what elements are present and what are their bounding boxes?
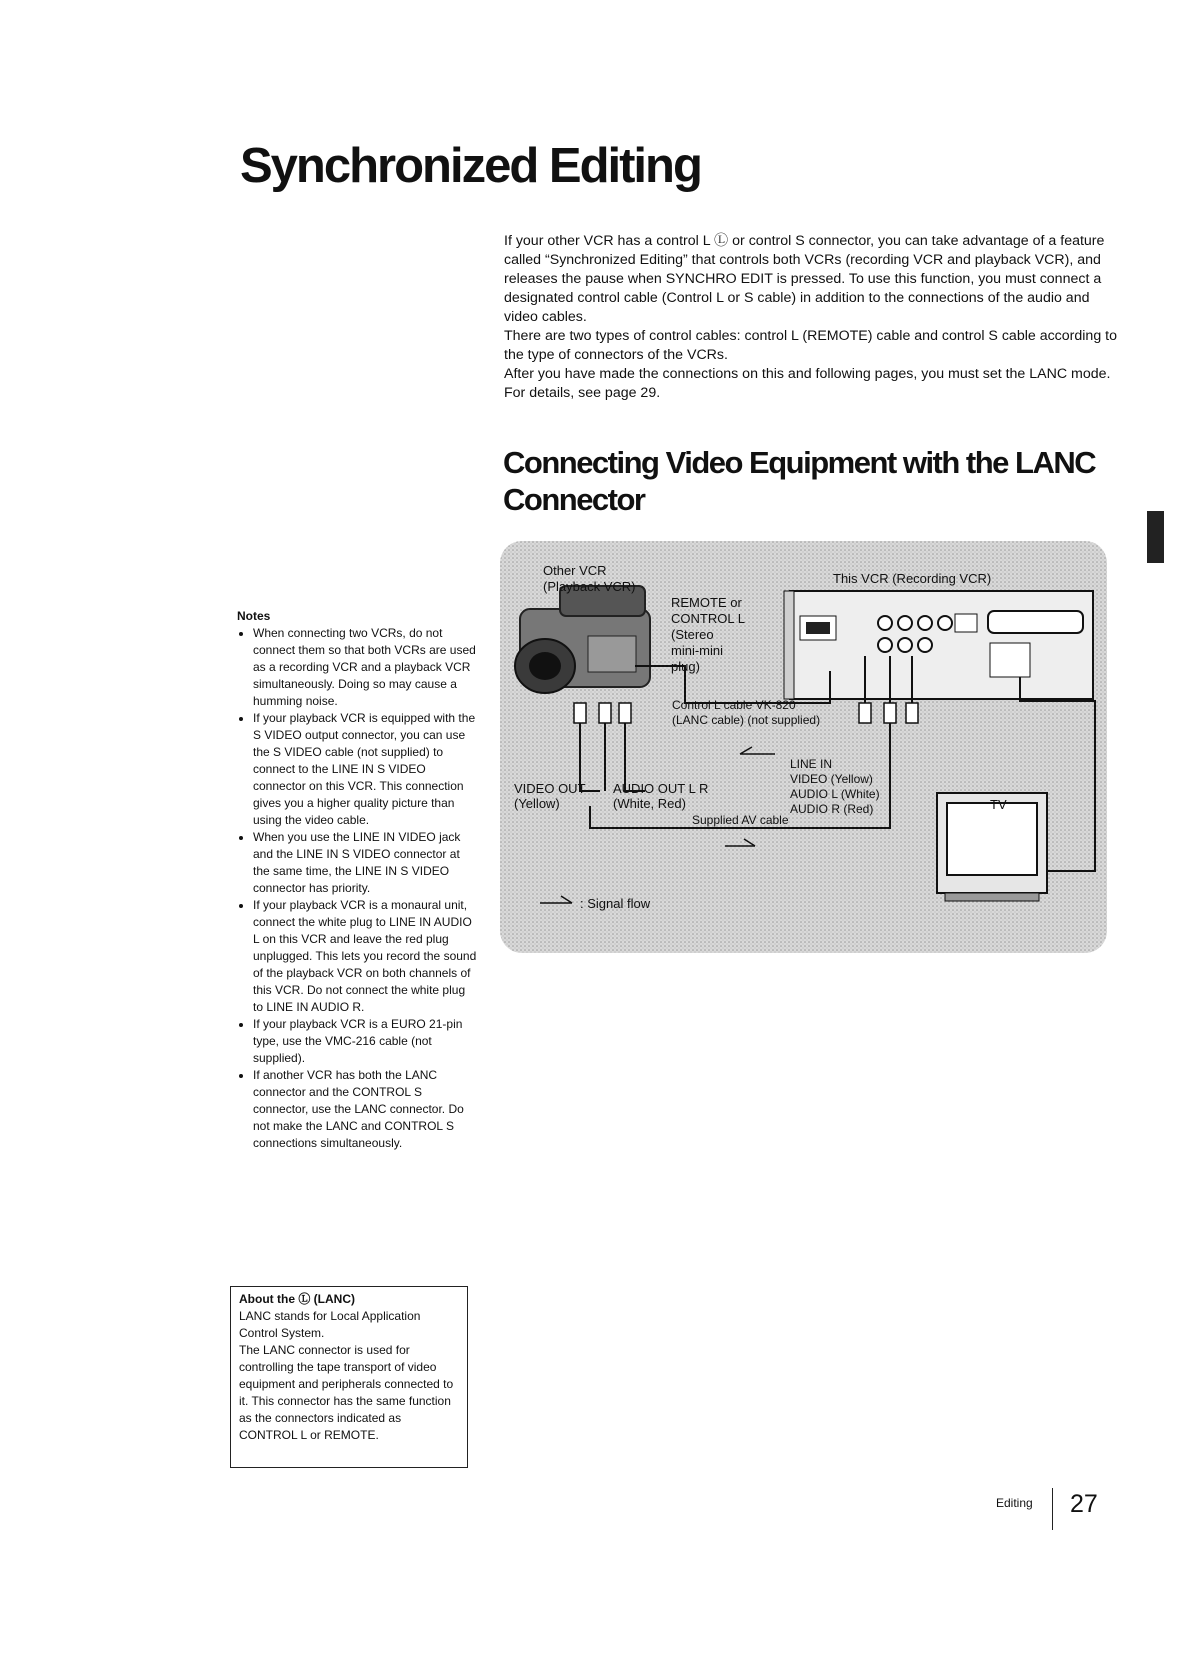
notes-list	[237, 625, 477, 1152]
side-tab-marker	[1147, 511, 1164, 563]
connection-diagram-svg	[500, 541, 1107, 953]
footer-section-name: Editing	[996, 1496, 1033, 1510]
av-cable-label: Supplied AV cable	[692, 813, 789, 827]
notes-section	[237, 608, 477, 1152]
remote-label: plug)	[671, 659, 700, 674]
other-vcr-label: Other VCR	[543, 563, 607, 578]
audio-out-label: AUDIO OUT L R	[613, 781, 709, 796]
note-item: • When you use the LINE IN VIDEO jack and the LINE IN S VIDEO connector at the same time, the LINE IN S VIDEO connector has priority.	[253, 829, 477, 897]
video-out-label: VIDEO OUT	[514, 781, 586, 796]
lanc-box-text: LANC stands for Local Application Control System.	[239, 1309, 421, 1340]
remote-label: mini-mini	[671, 643, 723, 658]
page-title: Synchronized Editing	[240, 139, 701, 193]
intro-paragraph: If your other VCR has a control L Ⓛ or control S connector, you can take advantage of a feature called “Synchronized Editing” that controls both VCRs (recording VCR and playback VCR), and releases the pause when SYNCHRO EDIT is pressed. To use this function, you must connect a designated control cable (Control L or S cable) in addition to the connections of the audio and video cables.	[504, 233, 1105, 325]
other-vcr-label: (Playback VCR)	[543, 579, 636, 594]
line-in-label: VIDEO (Yellow)	[790, 772, 873, 786]
note-item: • If your playback VCR is equipped with the S VIDEO output connector, you can use the S VIDEO cable (not supplied) to connect to the LINE IN S VIDEO connector on this VCR. This connection gives you a higher quality picture than using the video cable.	[253, 710, 477, 829]
lanc-box-title: About the Ⓛ (LANC)	[239, 1292, 355, 1306]
footer-divider	[1052, 1488, 1053, 1530]
intro-text	[504, 232, 1124, 403]
tv-label: TV	[990, 797, 1007, 812]
note-item: • If your playback VCR is a monaural unit, connect the white plug to LINE IN AUDIO L on this VCR and leave the red plug unplugged. This lets you record the sound of the playback VCR on both channels of this VCR. Do not connect the white plug to LINE IN AUDIO R.	[253, 897, 477, 1016]
page-number: 27	[1070, 1490, 1098, 1518]
signal-flow-label: : Signal flow	[580, 896, 651, 911]
section-title: Connecting Video Equipment with the LANC Connector	[503, 445, 1096, 517]
control-cable-label: (LANC cable) (not supplied)	[672, 713, 821, 727]
notes-title: Notes	[237, 609, 271, 623]
lanc-box-text: The LANC connector is used for controlling the tape transport of video equipment and peripherals connected to it. This connector has the same function as the connectors indicated as CONTROL L or REMOTE.	[239, 1343, 454, 1442]
connection-diagram	[500, 541, 1107, 953]
line-in-label: AUDIO R (Red)	[790, 802, 874, 816]
note-item: • If another VCR has both the LANC connector and the CONTROL S connector, use the LANC connector. Do not make the LANC and CONTROL S connections simultaneously.	[253, 1067, 477, 1152]
video-out-label: (Yellow)	[514, 796, 560, 811]
control-cable-label: Control L cable VK-820	[672, 698, 796, 712]
intro-paragraph: After you have made the connections on this and following pages, you must set the LANC mode. For details, see page 29.	[504, 366, 1111, 401]
note-item: • When connecting two VCRs, do not connect them so that both VCRs are used as a recording VCR and a playback VCR simultaneously. Doing so may cause a humming noise.	[253, 625, 477, 710]
line-in-label: LINE IN	[790, 757, 833, 771]
lanc-info-box	[230, 1286, 468, 1468]
line-in-label: AUDIO L (White)	[790, 787, 880, 801]
remote-label: (Stereo	[671, 627, 714, 642]
intro-paragraph: There are two types of control cables: control L (REMOTE) cable and control S cable according to the type of connectors of the VCRs.	[504, 328, 1117, 363]
audio-out-label: (White, Red)	[613, 796, 686, 811]
note-item: • If your playback VCR is a EURO 21-pin type, use the VMC-216 cable (not supplied).	[253, 1016, 477, 1067]
remote-label: CONTROL L	[671, 611, 745, 626]
this-vcr-label: This VCR (Recording VCR)	[833, 571, 992, 586]
remote-label: REMOTE or	[671, 595, 742, 610]
